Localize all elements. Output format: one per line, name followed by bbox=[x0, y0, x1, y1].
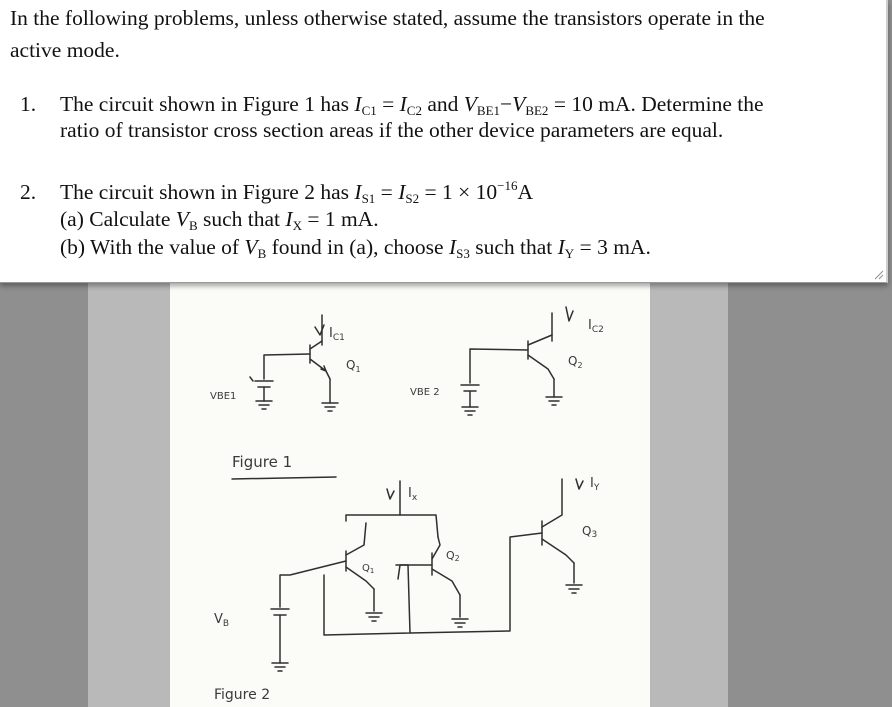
q3-collector-leg bbox=[542, 479, 562, 527]
ground-icon bbox=[256, 401, 272, 409]
ground-icon bbox=[272, 663, 288, 671]
q2-emitter-leg bbox=[528, 355, 554, 379]
problem-statement-panel bbox=[0, 0, 888, 283]
ground-icon bbox=[366, 613, 382, 621]
q3-label: Q3 bbox=[582, 524, 598, 540]
q3-emitter-leg bbox=[542, 539, 574, 563]
figure1-right-circuit bbox=[461, 307, 573, 415]
resize-grip-icon[interactable] bbox=[872, 268, 884, 280]
ground-icon bbox=[322, 403, 338, 411]
ground-icon bbox=[452, 619, 468, 627]
q2b-collector-leg bbox=[432, 537, 440, 559]
problem-1-line-1: The circuit shown in Figure 1 has $I_{C1} = I_{C2}$ and $V_{BE1}-V_{BE2} = 10$ mA. Determine the bbox=[60, 92, 764, 118]
iy-label: $I_Y$ bbox=[590, 476, 600, 493]
q1-collector-leg bbox=[310, 341, 322, 349]
figure1-underline bbox=[232, 477, 336, 479]
intro-line-2: active mode. bbox=[10, 38, 120, 62]
figure2-label: Figure 2 bbox=[214, 687, 271, 703]
ic2-arrow-icon bbox=[566, 307, 573, 321]
vbe2-label: VBE 2 bbox=[410, 387, 440, 398]
vb-source-icon bbox=[271, 609, 289, 663]
figure1-label: Figure 1 bbox=[232, 453, 293, 471]
ix-label: $I_x$ bbox=[408, 486, 418, 503]
q2-collector-leg bbox=[528, 335, 552, 345]
base-link-wire bbox=[324, 565, 410, 635]
vb-label: $V_B$ bbox=[214, 612, 230, 629]
ground-icon bbox=[546, 397, 562, 405]
ix-arrow-icon bbox=[387, 489, 394, 499]
problem-2-number: 2. bbox=[20, 180, 37, 204]
shared-collector-wire bbox=[346, 515, 438, 537]
q1-emitter-leg bbox=[310, 359, 330, 379]
vbe1-source-icon bbox=[255, 381, 273, 401]
vb-base-wire bbox=[280, 561, 346, 607]
problem-2-line-1: The circuit shown in Figure 2 has $I_{S1} = I_{S2} = 1 \times 10^{-16}A$ bbox=[60, 178, 533, 206]
scanned-sketch-page bbox=[170, 283, 650, 707]
q2-label: $Q_2$ bbox=[568, 354, 583, 370]
ground-icon bbox=[566, 585, 582, 593]
q2b-emitter-leg bbox=[432, 569, 460, 595]
ground-icon bbox=[462, 407, 478, 415]
q1-label: $Q_1$ bbox=[346, 358, 361, 374]
intro-line-1: In the following problems, unless otherwise stated, assume the transistors operate in the bbox=[10, 6, 765, 30]
q1-base-wire bbox=[264, 354, 310, 379]
circuit-sketch bbox=[170, 283, 650, 707]
figure2-circuit bbox=[271, 479, 583, 671]
ic1-label: $I_{C1}$ bbox=[329, 326, 345, 343]
vbe2-source-icon bbox=[461, 385, 479, 407]
problem-2-part-b: (b) With the value of $V_B$ found in (a), choose $I_{S3}$ such that $I_Y = 3$ mA. bbox=[60, 235, 651, 261]
problem-1-line-2: ratio of transistor cross section areas if the other device parameters are equal. bbox=[60, 118, 724, 142]
vbe1-label: VBE1 bbox=[210, 391, 237, 402]
q2-base-wire bbox=[470, 349, 528, 383]
problem-2-part-a: (a) Calculate $V_B$ such that $I_X = 1$ mA. bbox=[60, 207, 379, 233]
q1b-label: $Q_1$ bbox=[362, 563, 375, 575]
iy-arrow-icon bbox=[576, 479, 583, 489]
q1b-collector-leg bbox=[346, 523, 366, 555]
vbe1-tick bbox=[250, 377, 253, 381]
q3-base-wire bbox=[410, 533, 542, 633]
problem-1-number: 1. bbox=[20, 92, 37, 116]
ic2-label: $I_{C2}$ bbox=[588, 318, 604, 335]
q2b-label: Q2 bbox=[446, 549, 460, 563]
figure1-left-circuit bbox=[250, 315, 338, 411]
q2b-base-wire bbox=[398, 565, 432, 579]
